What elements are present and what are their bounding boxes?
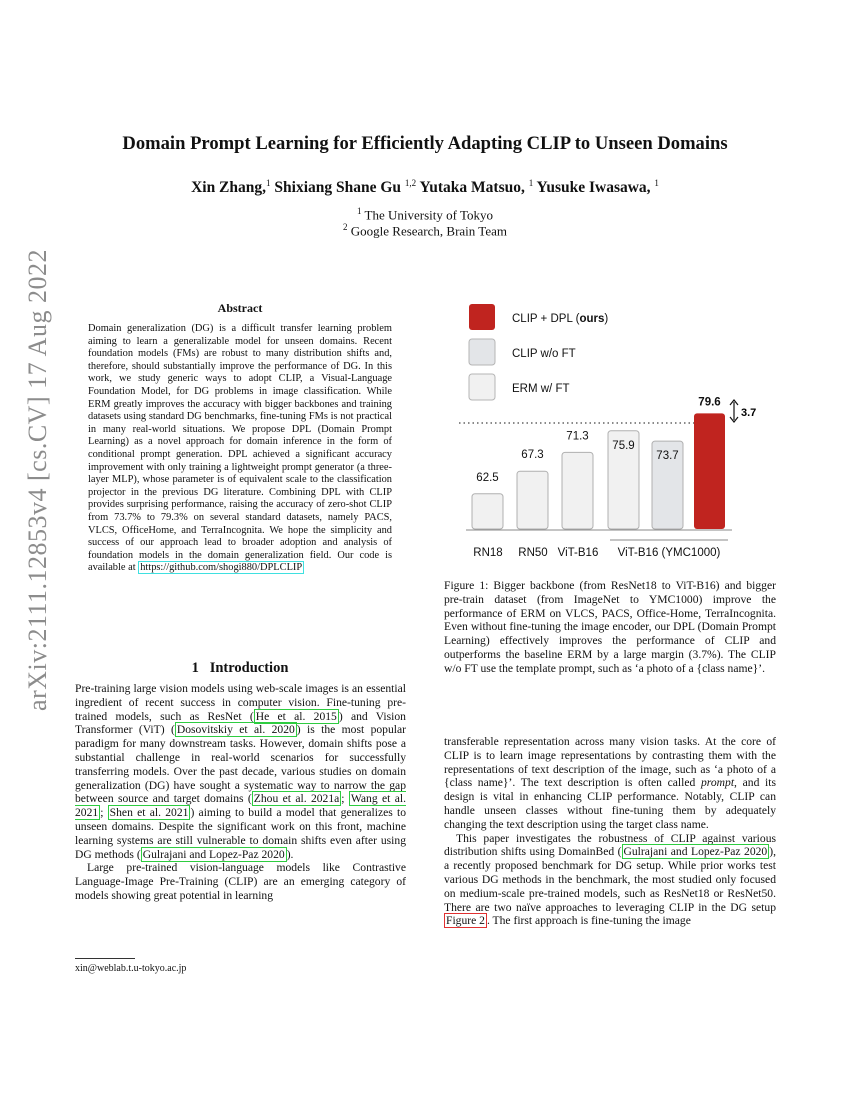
footnote: xin@weblab.t.u-tokyo.ac.jp [75,963,187,974]
paragraph: Large pre-trained vision-language models like Contrastive Language-Image Pre-Training (CLIP) are an emerging category of models showing great potential in learning [75,861,406,902]
legend-swatch [469,374,495,400]
bar-value-label: 75.9 [612,439,635,452]
legend-swatch [469,304,495,330]
arxiv-sidebar [18,249,58,711]
citation-link[interactable]: He et al. 2015 [255,709,337,723]
figure-1-chart [444,292,774,564]
citation-link[interactable]: Zhou et al. 2021a [253,792,340,806]
citation-link[interactable]: Gulrajani and Lopez-Paz 2020 [623,845,768,859]
author-list: Xin Zhang,$^1$ Shixiang Shane Gu $^{1,2}$ Yutaka Matsuo, $^1$ Yusuke Iwasawa, $^1$ [191,178,659,197]
affiliation: $^2$ Google Research, Brain Team [343,222,507,239]
introduction-body [75,682,406,903]
citation-link[interactable]: Gulrajani and Lopez-Paz 2020 [142,847,285,861]
x-tick-label: ViT-B16 [557,547,599,559]
bar [517,471,548,529]
section-heading: 1 Introduction [191,660,289,676]
author: Yusuke Iwasawa, [536,179,651,197]
arxiv-identifier: arXiv:2111.12853v4 [cs.CV] 17 Aug 2022 [23,249,52,711]
bar [472,494,503,529]
bar-value-label: 71.3 [566,430,589,443]
paragraph: This paper investigates the robustness of CLIP against various distribution shifts using DomainBed ( Gulrajani and Lopez-Paz 2020 ), a recently proposed benchmark for DG setup. While prior works test various DG methods in the benchmark, the most studied only focused on medium-scale pre-trained models, such as ResNet18 or ResNet50. There are two naïve approaches to leveraging CLIP in the DG setup Figure 2 . The first approach is fine-tuning the image [444,831,776,928]
citation-link[interactable]: Shen et al. 2021 [109,806,189,820]
figure-1-caption: Figure 1: Bigger backbone (from ResNet18 to ViT-B16) and bigger pre-train dataset (from ImageNet to YMC1000) improve the performance of ERM on VLCS, PACS, Office-Home, TerraIncognita. Even without fine-tuning the image encoder, our DPL (Domain Prompt Learning) effectively improves the performance of CLIP and outperforms the baseline ERM by a large margin (3.7%). The CLIP w/o FT use the template prompt, such as ‘a photo of a {class name}’. [444,579,776,675]
footnote-divider [75,958,135,959]
legend-swatch [469,339,495,365]
citation-link[interactable]: Wang et al. 2021 [75,792,406,820]
x-tick-label: RN18 [473,547,503,559]
paragraph: Pre-training large vision models using web-scale images is an essential ingredient of recent success in computer vision. Fine-tuning pre-trained models, such as ResNet ( He et al. 2015 ) and Vision Transformer (ViT) ( Dosovitskiy et al. 2020 ) is the most popular paradigm for many downstream tasks. However, domain shifts pose a substantial challenge in real-world scenarios for successfully transferring models. Over the past decade, various studies on domain generalization (DG) have sought a systematic way to narrow the gap between source and target domains ( Zhou et al. 2021a ; Wang et al. 2021 ; Shen et al. 2021 ) aiming to build a model that generalizes to unseen domains. Despite the significant work on this front, machine learning systems are still vulnerable to domain shifts even after using DG methods ( Gulrajani and Lopez-Paz 2020 ). [75,682,407,861]
citation-link[interactable]: Dosovitskiy et al. 2020 [176,723,295,737]
bar-value-label: 73.7 [656,450,679,463]
author: Shixiang Shane Gu [274,179,402,197]
code-link[interactable]: https://github.com/shogi880/DPLCLIP [140,562,303,574]
paragraph: transferable representation across many vision tasks. At the core of CLIP is to learn image representations by contrasting them with the representations of text description of the image, such as ‘a photo of a {class name}’. The text description is often called prompt, and its design is vital in enhancing CLIP performance. Notably, CLIP can handle unseen classes without fine-tuning them by adequately changing the text description using the target class name. [444,735,777,831]
bar-value-label: 62.5 [476,471,499,484]
right-column-body [444,735,776,928]
paper-title: Domain Prompt Learning for Efficiently Adapting CLIP to Unseen Domains [122,133,728,154]
margin-label: 3.7 [741,407,757,419]
margin-annotation [730,400,756,422]
x-tick-label: RN50 [518,547,548,559]
bar [694,413,725,529]
author: Yutaka Matsuo, [419,179,525,197]
legend-label: CLIP + DPL (ours) [512,313,609,325]
bar [562,452,593,529]
abstract-text: Domain generalization (DG) is a difficult transfer learning problem aiming to learn a generalizable model for unseen domains. Recent foundation models (FMs) are robust to many distribution shifts and, therefore, should substantially improve the performance of DG. In this work, we study generic ways to adopt CLIP, a Visual-Language Foundation Model, for DG problems in image classification. While ERM greatly improves the accuracy with bigger backbones and training datasets using standard DG benchmarks, fine-tuning FMs is not practical in many real-world situations. We propose DPL (Domain Prompt Learning) as a novel approach for domain inference in the form of conditional prompt generation. DPL achieved a significant accuracy improvement with only training a lightweight prompt generator (a three-layer MLP), whose parameter is of equivalent scale to the classification projector in the previous DG literature. Combining DPL with CLIP provides surprising performance, raising the accuracy of zero-shot CLIP from 73.7% to 79.3% on several standard datasets, namely PACS, VLCS, OfficeHome, and TerraIncognita. We hope the simplicity and success of our approach lead to broader adoption and analysis of foundation models in the domain generalization field. Our code is available at https://github.com/shogi880/DPLCLIP [88,323,392,574]
bar-value-label: 67.3 [521,449,544,462]
affiliation: $^1$ The University of Tokyo [357,206,493,223]
x-tick-label: ViT-B16 (YMC1000) [617,547,721,559]
author: Xin Zhang, [191,179,267,197]
legend-label: CLIP w/o FT [512,348,576,360]
abstract-heading: Abstract [217,301,263,315]
bar-value-label: 79.6 [698,396,721,409]
figure-ref-link[interactable]: Figure 2 [446,914,485,928]
legend-label: ERM w/ FT [512,383,570,395]
